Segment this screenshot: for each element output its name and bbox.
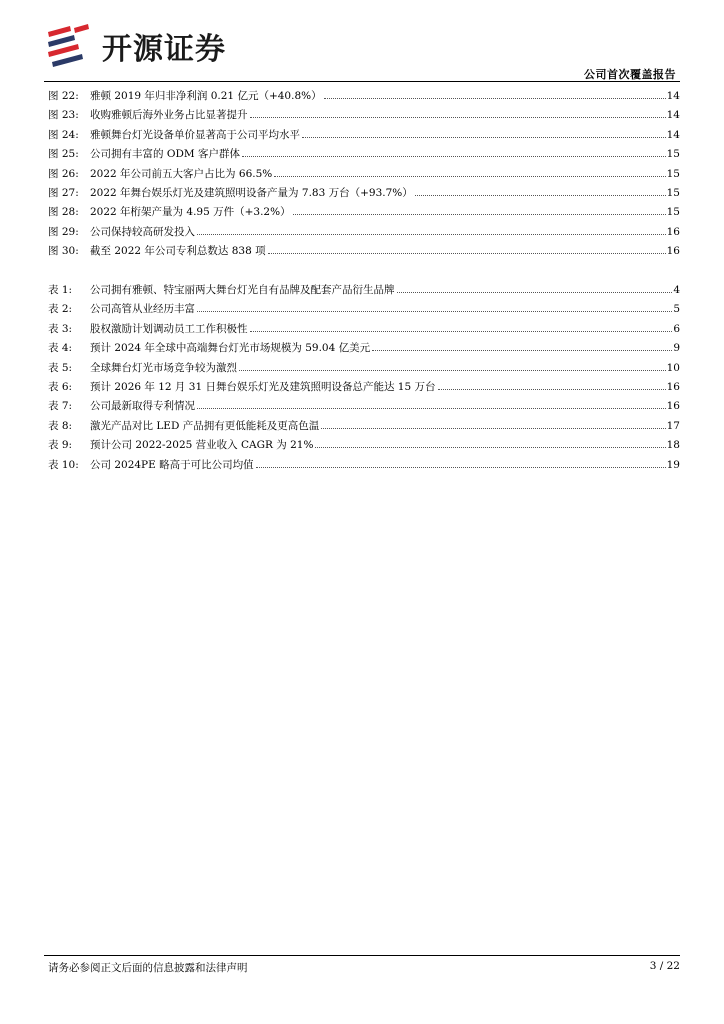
toc-entry[interactable] <box>48 379 680 398</box>
dot-leader <box>397 292 673 293</box>
toc-entry-title: 公司拥有雅顿、特宝丽两大舞台灯光自有品牌及配套产品衍生品牌 <box>90 284 395 296</box>
company-logo <box>44 22 226 70</box>
footer-disclaimer: 请务必参阅正文后面的信息披露和法律声明 <box>48 962 248 974</box>
dot-leader <box>438 389 666 390</box>
header-divider <box>44 81 680 82</box>
figure-list <box>48 88 680 263</box>
toc-entry-label: 图 22: <box>48 90 79 102</box>
toc-entry-label: 图 28: <box>48 206 79 219</box>
dot-leader <box>324 98 666 99</box>
toc-entry-title: 公司拥有丰富的 ODM 客户群体 <box>90 148 240 161</box>
toc-entry-label: 表 6: <box>48 380 73 393</box>
toc-entry[interactable] <box>48 457 680 476</box>
toc-entry[interactable] <box>48 204 680 223</box>
toc-entry-page: 5 <box>673 303 680 316</box>
toc-entry-page: 15 <box>666 186 680 199</box>
toc-entry[interactable] <box>48 243 680 262</box>
toc-entry-label: 表 1: <box>48 284 73 296</box>
toc-entry-label: 表 9: <box>48 439 73 452</box>
dot-leader <box>250 117 666 118</box>
toc-entry[interactable] <box>48 146 680 165</box>
toc-entry[interactable] <box>48 418 680 437</box>
page-number: 3 / 22 <box>649 960 680 972</box>
toc-entry[interactable] <box>48 360 680 379</box>
toc-entry-label: 表 3: <box>48 322 73 335</box>
toc-entry-title: 全球舞台灯光市场竞争较为激烈 <box>90 361 237 374</box>
toc-entry-label: 图 25: <box>48 148 79 161</box>
toc-entry-label: 图 26: <box>48 167 79 180</box>
toc-entry[interactable] <box>48 107 680 126</box>
toc-entry-title: 2022 年舞台娱乐灯光及建筑照明设备产量为 7.83 万台（+93.7%） <box>90 186 413 199</box>
toc-entry-title: 雅顿舞台灯光设备单价显著高于公司平均水平 <box>90 128 300 141</box>
toc-entry-label: 表 7: <box>48 400 73 413</box>
dot-leader <box>197 311 672 312</box>
toc-entry-label: 表 4: <box>48 342 73 355</box>
toc-entry-page: 15 <box>666 167 680 180</box>
dot-leader <box>274 176 665 177</box>
toc-entry-title: 预计公司 2022-2025 营业收入 CAGR 为 21% <box>90 439 314 452</box>
toc-entry-page: 6 <box>673 322 680 335</box>
dot-leader <box>415 195 666 196</box>
dot-leader <box>372 350 672 351</box>
toc-entry-title: 激光产品对比 LED 产品拥有更低能耗及更高色温 <box>90 419 320 432</box>
toc-entry-title: 2022 年桁架产量为 4.95 万件（+3.2%） <box>90 206 291 219</box>
dot-leader <box>197 408 666 409</box>
dot-leader <box>321 428 665 429</box>
toc-entry-label: 表 5: <box>48 361 73 374</box>
toc-entry-page: 15 <box>666 206 680 219</box>
dot-leader <box>268 253 666 254</box>
toc-entry-label: 表 8: <box>48 419 73 432</box>
toc-entry-page: 16 <box>666 245 680 258</box>
toc-entry-label: 图 27: <box>48 186 79 199</box>
toc-entry-page: 16 <box>666 380 680 393</box>
toc-entry-label: 表 10: <box>48 458 79 471</box>
toc-entry[interactable] <box>48 340 680 359</box>
toc-entry-page: 14 <box>666 109 680 122</box>
toc-entry[interactable] <box>48 166 680 185</box>
toc-entry-label: 图 23: <box>48 109 79 122</box>
dot-leader <box>293 214 666 215</box>
report-type-label: 公司首次覆盖报告 <box>584 68 676 81</box>
toc-entry[interactable] <box>48 127 680 146</box>
dot-leader <box>250 331 673 332</box>
toc-entry-label: 图 29: <box>48 225 79 238</box>
toc-entry-title: 公司 2024PE 略高于可比公司均值 <box>90 458 254 471</box>
toc-entry-label: 图 24: <box>48 128 79 141</box>
footer-divider <box>44 955 680 956</box>
toc-entry-title: 股权激励计划调动员工工作积极性 <box>90 322 248 335</box>
toc-entry-title: 预计 2024 年全球中高端舞台灯光市场规模为 59.04 亿美元 <box>90 342 371 355</box>
toc-entry[interactable] <box>48 282 680 301</box>
toc-entry[interactable] <box>48 321 680 340</box>
toc-entry-label: 图 30: <box>48 245 79 258</box>
toc-entry[interactable] <box>48 185 680 204</box>
toc-entry-page: 18 <box>666 439 680 452</box>
dot-leader <box>239 370 666 371</box>
logo-mark-icon <box>44 24 94 68</box>
toc-entry-page: 15 <box>666 148 680 161</box>
toc-entry[interactable] <box>48 301 680 320</box>
toc-entry-title: 公司最新取得专利情况 <box>90 400 195 413</box>
toc-entry-title: 雅顿 2019 年归非净利润 0.21 亿元（+40.8%） <box>90 90 322 102</box>
toc-entry-title: 2022 年公司前五大客户占比为 66.5% <box>90 167 273 180</box>
brand-name: 开源证券 <box>102 32 226 67</box>
dot-leader <box>315 447 665 448</box>
toc-entry-page: 14 <box>666 128 680 141</box>
dot-leader <box>256 467 666 468</box>
toc-entry-page: 19 <box>666 458 680 471</box>
toc-entry-label: 表 2: <box>48 303 73 316</box>
toc-entry-title: 公司高管从业经历丰富 <box>90 303 195 316</box>
dot-leader <box>197 234 666 235</box>
toc-entry[interactable] <box>48 88 680 107</box>
dot-leader <box>242 156 666 157</box>
toc-entry-page: 16 <box>666 400 680 413</box>
toc-entry[interactable] <box>48 224 680 243</box>
toc-entry-title: 公司保持较高研发投入 <box>90 225 195 238</box>
toc-entry-page: 4 <box>673 284 680 296</box>
toc-entry-title: 预计 2026 年 12 月 31 日舞台娱乐灯光及建筑照明设备总产能达 15 万台 <box>90 380 436 393</box>
toc-entry-title: 收购雅顿后海外业务占比显著提升 <box>90 109 248 122</box>
toc-entry-page: 17 <box>666 419 680 432</box>
toc-entry-page: 14 <box>666 90 680 102</box>
toc-entry[interactable] <box>48 437 680 456</box>
page-header <box>0 0 724 82</box>
table-list <box>48 282 680 476</box>
dot-leader <box>302 137 666 138</box>
toc-entry-title: 截至 2022 年公司专利总数达 838 项 <box>90 245 266 258</box>
toc-entry-page: 10 <box>666 361 680 374</box>
toc-entry-page: 16 <box>666 225 680 238</box>
toc-entry-page: 9 <box>673 342 680 355</box>
toc-entry[interactable] <box>48 398 680 417</box>
